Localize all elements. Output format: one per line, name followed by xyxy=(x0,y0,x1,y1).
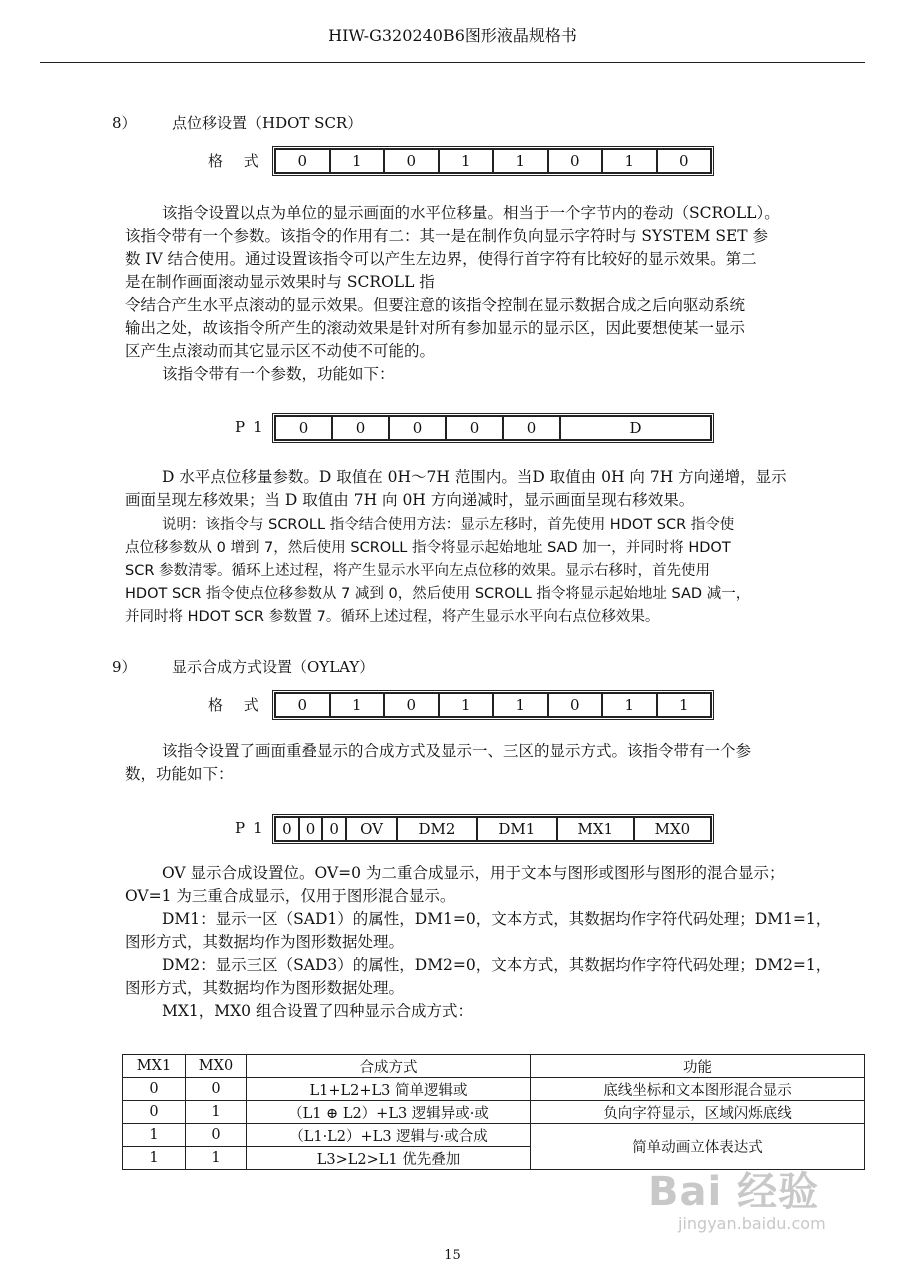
section-9-description xyxy=(125,740,865,786)
table-cell: 1 xyxy=(186,1147,247,1170)
table-cell: 负向字符显示，区域闪烁底线 xyxy=(531,1101,865,1124)
p1-bit: DM1 xyxy=(477,817,557,841)
dm2-line: DM2：显示三区（SAD3）的属性，DM2=0，文本方式，其数据均作字符代码处理；DM2=1， xyxy=(162,956,832,974)
desc-line: 该指令设置以点为单位的显示画面的水平位移量。相当于一个字节内的卷动（SCROLL）。 xyxy=(162,204,780,222)
section-9-title: 显示合成方式设置（OYLAY） xyxy=(172,658,375,676)
p1-bit: 0 xyxy=(299,817,323,841)
ov-line: OV 显示合成设置位。OV=0 为二重合成显示，用于文本与图形或图形与图形的混合显示； xyxy=(162,864,785,882)
desc-line: 区产生点滚动而其它显示区不动使不可能的。 xyxy=(125,342,436,360)
table-cell: 0 xyxy=(186,1124,247,1147)
dm1-line: DM1：显示一区（SAD1）的属性，DM1=0，文本方式，其数据均作字符代码处理；DM1=1， xyxy=(162,910,832,928)
table-header: MX0 xyxy=(186,1055,247,1078)
format-bit: 1 xyxy=(602,693,657,717)
table-cell: 0 xyxy=(123,1078,186,1101)
header-title: HIW-G320240B6图形液晶规格书 xyxy=(328,26,577,45)
table-cell: 1 xyxy=(186,1101,247,1124)
section-8-d-param xyxy=(125,466,865,512)
baidu-jingyan-watermark xyxy=(648,1170,888,1233)
p1-bit: MX0 xyxy=(634,817,711,841)
note-line: HDOT SCR 指令使点位移参数从 7 减到 0，然后使用 SCROLL 指令将显示起始地址 SAD 减一， xyxy=(125,586,751,602)
note-line: 点位移参数从 0 增到 7，然后使用 SCROLL 指令将显示起始地址 SAD 加一，并同时将 HDOT xyxy=(125,540,731,556)
section-8-p1-table xyxy=(272,413,714,443)
table-cell: L1+L2+L3 简单逻辑或 xyxy=(247,1078,531,1101)
param-intro: 该指令带有一个参数，功能如下： xyxy=(162,365,395,383)
table-header-row xyxy=(123,1055,865,1078)
p1-bit: 0 xyxy=(446,416,503,440)
table-cell: 底线坐标和文本图形混合显示 xyxy=(531,1078,865,1101)
dm1-line: 图形方式，其数据均作为图形数据处理。 xyxy=(125,933,405,951)
ov-line: OV=1 为三重合成显示，仅用于图形混合显示。 xyxy=(125,887,456,905)
format-bit: 1 xyxy=(657,693,712,717)
p1-bit: DM2 xyxy=(397,817,477,841)
desc-line: 数，功能如下： xyxy=(125,765,234,783)
format-bit: 1 xyxy=(330,693,385,717)
format-bit: 1 xyxy=(439,693,494,717)
desc-line: 令结合产生水平点滚动的显示效果。但要注意的该指令控制在显示数据合成之后向驱动系统 xyxy=(125,296,746,314)
d-line: D 水平点位移量参数。D 取值在 0H～7H 范围内。当D 取值由 0H 向 7H 方向递增，显示 xyxy=(162,468,787,486)
section-9-params xyxy=(125,862,865,1023)
desc-line: 输出之处，故该指令所产生的滚动效果是针对所有参加显示的显示区，因此要想使某一显示 xyxy=(125,319,746,337)
section-9-format-table xyxy=(272,690,714,720)
p1-bit: 0 xyxy=(332,416,389,440)
note-line: 并同时将 HDOT SCR 参数置 7。循环上述过程，将产生显示水平向右点位移效果。 xyxy=(125,609,660,625)
note-line: SCR 参数清零。循环上述过程，将产生显示水平向左点位移的效果。显示右移时，首先使用 xyxy=(125,563,711,579)
p1-bit: 0 xyxy=(275,416,332,440)
table-cell: 1 xyxy=(123,1147,186,1170)
p1-bit: 0 xyxy=(275,817,299,841)
format-bit: 0 xyxy=(384,149,439,173)
section-8-description xyxy=(125,202,865,386)
watermark-logo: Bai 经验 xyxy=(648,1169,820,1215)
section-8-heading xyxy=(112,112,362,133)
table-cell: 1 xyxy=(123,1124,186,1147)
section-9-number: 9） xyxy=(112,658,137,676)
page-header xyxy=(40,22,865,63)
desc-line: 数 IV 结合使用。通过设置该指令可以产生左边界，使得行首字符有比较好的显示效果。第二 xyxy=(125,250,757,268)
table-cell: 0 xyxy=(123,1101,186,1124)
section-8-format-label: 格 式 xyxy=(208,152,267,170)
p1-bit: MX1 xyxy=(557,817,634,841)
dm2-line: 图形方式，其数据均作为图形数据处理。 xyxy=(125,979,405,997)
section-8-format-table xyxy=(272,146,714,176)
p1-bit: 0 xyxy=(389,416,446,440)
desc-line: 该指令带有一个参数。该指令的作用有二：其一是在制作负向显示字符时与 SYSTEM SET 参 xyxy=(125,227,769,245)
watermark-url: jingyan.baidu.com xyxy=(678,1214,826,1233)
section-9-heading xyxy=(112,656,374,677)
p1-bit: 0 xyxy=(322,817,346,841)
d-line: 画面呈现左移效果；当 D 取值由 7H 向 0H 方向递减时，显示画面呈现右移效果。 xyxy=(125,491,695,509)
format-bit: 1 xyxy=(493,149,548,173)
table-header: 功能 xyxy=(531,1055,865,1078)
format-bit: 1 xyxy=(602,149,657,173)
format-bit: 1 xyxy=(330,149,385,173)
format-bit: 0 xyxy=(657,149,712,173)
table-cell: 0 xyxy=(186,1078,247,1101)
p1-bit: 0 xyxy=(503,416,560,440)
format-bit: 0 xyxy=(548,149,603,173)
format-bit: 0 xyxy=(384,693,439,717)
mx-intro: MX1，MX0 组合设置了四种显示合成方式： xyxy=(162,1002,473,1020)
table-header: MX1 xyxy=(123,1055,186,1078)
overlay-modes-table xyxy=(122,1054,865,1170)
section-8-note xyxy=(125,514,865,629)
p1-bit: D xyxy=(560,416,711,440)
section-9-p1-label: P1 xyxy=(235,819,271,837)
section-8-p1-label: P1 xyxy=(235,418,271,436)
page-number: 15 xyxy=(444,1248,461,1263)
format-bit: 0 xyxy=(548,693,603,717)
p1-bit: OV xyxy=(346,817,397,841)
table-cell: L3>L2>L1 优先叠加 xyxy=(247,1147,531,1170)
desc-line: 该指令设置了画面重叠显示的合成方式及显示一、三区的显示方式。该指令带有一个参 xyxy=(162,742,752,760)
section-9-p1-table xyxy=(272,814,714,844)
section-8-title: 点位移设置（HDOT SCR） xyxy=(172,114,363,132)
table-cell: （L1 ⊕ L2）+L3 逻辑异或·或 xyxy=(247,1101,531,1124)
table-row xyxy=(123,1078,865,1101)
table-row xyxy=(123,1101,865,1124)
section-8-number: 8） xyxy=(112,114,137,132)
note-line: 说明：该指令与 SCROLL 指令结合使用方法：显示左移时，首先使用 HDOT SCR 指令使 xyxy=(162,517,735,533)
desc-line: 是在制作画面滚动显示效果时与 SCROLL 指 xyxy=(125,273,435,291)
table-row xyxy=(123,1124,865,1147)
table-cell-merged: 简单动画立体表达式 xyxy=(531,1124,865,1170)
table-cell: （L1·L2）+L3 逻辑与·或合成 xyxy=(247,1124,531,1147)
format-bit: 0 xyxy=(275,149,330,173)
format-bit: 0 xyxy=(275,693,330,717)
section-9-format-label: 格 式 xyxy=(208,696,267,714)
format-bit: 1 xyxy=(493,693,548,717)
format-bit: 1 xyxy=(439,149,494,173)
table-header: 合成方式 xyxy=(247,1055,531,1078)
